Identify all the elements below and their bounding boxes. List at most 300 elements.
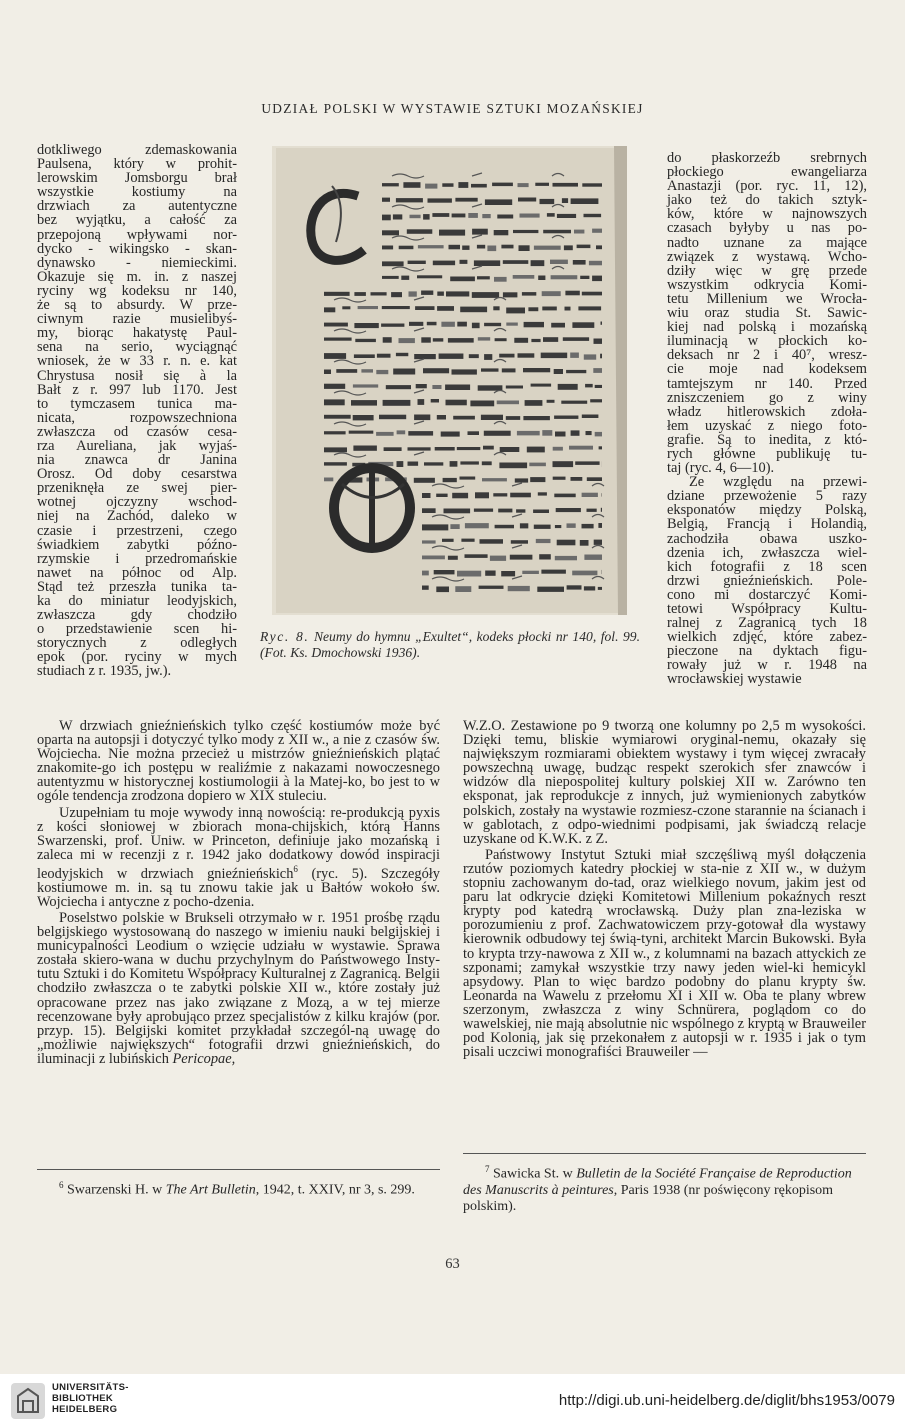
script-stroke [594, 339, 603, 344]
script-stroke [543, 230, 571, 234]
script-stroke [557, 540, 576, 546]
script-stroke [563, 337, 589, 341]
text-line: o przedstawienie scen hi- [37, 621, 237, 638]
script-stroke [483, 446, 494, 450]
script-stroke [600, 354, 602, 359]
script-stroke [427, 322, 437, 326]
text-line: storycznych z odległych [37, 635, 237, 652]
library-name-line3: HEIDELBERG [52, 1404, 118, 1415]
script-stroke [376, 432, 394, 436]
script-stroke [519, 245, 530, 251]
text-line: grafie. Są to inedita, z któ- [667, 431, 867, 448]
footnote-rule-right [463, 1153, 866, 1154]
right-bottom-column [463, 719, 866, 1059]
text-line: władz hitlerowskich zdoła- [667, 403, 867, 420]
script-stroke [534, 246, 561, 250]
script-stroke [452, 214, 466, 218]
script-stroke [448, 338, 474, 343]
script-stroke [584, 354, 596, 359]
script-stroke [551, 323, 565, 328]
script-stroke [530, 477, 545, 482]
script-stroke [540, 199, 555, 204]
script-stroke [506, 323, 518, 326]
script-stroke [572, 322, 594, 328]
script-stroke [503, 292, 518, 297]
text-line: czasie i przestrzeni, czego [37, 522, 237, 539]
script-stroke [481, 415, 503, 420]
script-stroke [422, 493, 431, 498]
script-stroke [415, 306, 434, 310]
script-stroke [414, 354, 436, 359]
script-stroke [533, 510, 549, 514]
script-stroke [433, 261, 455, 266]
script-stroke [487, 246, 496, 252]
script-stroke [407, 229, 433, 234]
script-stroke [450, 524, 459, 529]
script-stroke [354, 323, 378, 328]
library-name-line2: BIBLIOTHEK [52, 1393, 114, 1404]
script-stroke [547, 400, 555, 403]
script-stroke [422, 524, 448, 530]
script-stroke [436, 494, 447, 497]
script-stroke [324, 338, 352, 341]
script-stroke [422, 508, 436, 513]
script-stroke [555, 525, 561, 528]
script-stroke [513, 230, 538, 233]
text-line: wrocławskiej wystawie [667, 671, 802, 688]
text-line: wszystkie kostiumy na [37, 184, 237, 201]
script-stroke [455, 198, 477, 202]
text-line: tetowi Współpracy Kultu- [667, 601, 867, 617]
script-stroke [542, 291, 561, 296]
text-line: dynawsko - niemieckimi. [37, 254, 237, 271]
script-stroke [550, 260, 568, 264]
text-line: kiej nad polską i mozańską [667, 319, 867, 336]
script-stroke [529, 463, 546, 467]
script-stroke [482, 478, 507, 481]
script-stroke [443, 478, 457, 482]
script-stroke [376, 370, 388, 374]
text-line: ciwnym razie musielibyś- [37, 311, 237, 328]
library-name [52, 1382, 129, 1415]
paragraph-pyxis [37, 806, 440, 909]
script-stroke [502, 368, 516, 372]
script-stroke [516, 509, 525, 512]
script-stroke [561, 401, 587, 404]
text-line: Ze względu na przewi- [689, 474, 867, 491]
script-stroke [557, 214, 576, 218]
text-line: zachodziła obawa uszko- [667, 530, 867, 547]
script-stroke [383, 400, 411, 406]
script-stroke [424, 462, 443, 465]
paragraph-wzo: W.Z.O. Zestawione po 9 tworzą one kolumny po 2,5 m wysokości. Dzięki temu, bliskie wymiarowi oryginal-nemu, okazały się największym rozmiarami obiektem wystawy i tym więcej zwracały powszechną uwagę, budząc respekt szerokich sfer znawców i widzów dla niepospolitej kultury polskiej XII w. Zarówno ten eksponat, jak reprodukcje z innych, już wymienionych zabytków polskich, zostały na wystawie rozmiesz-czone starannie na ścianach i w gablotach, z odpo-wiednimi podpisami, jak świadczą relacje uzyskane od K.W.K. z Z. [463, 718, 866, 847]
script-stroke [460, 477, 476, 480]
script-stroke [572, 571, 597, 576]
script-stroke [478, 385, 503, 390]
script-stroke [397, 430, 406, 434]
text-line: zwłaszcza gdy chodziło [37, 607, 237, 624]
manuscript-figure [272, 146, 627, 615]
text-line: studiach z r. 1935, jw.). [37, 663, 172, 680]
script-stroke [570, 353, 579, 358]
text-line: ralnej z Zagranicą tych 18 [667, 615, 867, 632]
script-stroke [495, 525, 514, 529]
script-stroke [399, 338, 415, 343]
footnote-ref-6: 6 [293, 863, 298, 874]
script-stroke [354, 292, 366, 296]
text-line: ryciny wg kodeksu nr 140, [37, 282, 237, 299]
script-stroke [531, 260, 545, 266]
script-stroke [382, 306, 410, 309]
figure-caption [260, 629, 640, 661]
script-stroke [461, 539, 474, 542]
script-stroke [457, 322, 467, 327]
script-stroke [497, 401, 519, 405]
script-stroke [482, 461, 492, 465]
script-stroke [585, 384, 593, 388]
script-stroke [538, 276, 545, 281]
script-stroke [431, 399, 439, 403]
script-stroke [564, 245, 573, 250]
script-stroke [535, 183, 549, 186]
script-stroke [460, 307, 487, 313]
script-stroke [477, 245, 485, 249]
script-stroke [460, 260, 468, 264]
script-stroke [441, 432, 460, 437]
script-stroke [472, 292, 499, 298]
manuscript-image [272, 146, 627, 615]
script-stroke [531, 384, 552, 387]
script-stroke [416, 384, 427, 388]
text-line: Orosz. Od doby cesarstwa [37, 466, 237, 483]
paragraph-doors: W drzwiach gnieźnieńskich tylko część kostiumów może być oparta na autopsji i dotyczyć tylko mody z XII w., a nie z czasów św. Wojciecha. Nie można przecież u mistrzów gnieźnieńskich plątać znakomite-go ich postępu w realiźmie z nakazami nowoczesnego autentyzmu w historycznej kostiumologii à la Matej-ko, bo jest to w ogóle tendencja zrodzona dopiero w XIX stuleciu. [37, 718, 440, 805]
script-stroke [457, 571, 481, 577]
script-stroke [484, 354, 492, 360]
text-line: ków, które w najnowszych [667, 206, 867, 223]
script-stroke [553, 461, 574, 467]
footnote-6-text-b: , 1942, t. XXIV, nr 3, s. 299. [255, 1182, 415, 1198]
script-stroke [518, 198, 536, 202]
script-stroke [595, 432, 602, 437]
text-line: nawet na północ od Alp. [37, 564, 237, 581]
script-stroke [527, 447, 545, 453]
text-line: rych główne publikuję tu- [667, 445, 867, 462]
script-stroke [586, 431, 592, 435]
text-line: Bałt z r. 997 lub 1170. Jest [37, 381, 237, 398]
text-line: Anastazji (por. ryc. 11, 12), [667, 178, 867, 195]
script-stroke [541, 570, 566, 574]
text-line: nadto uznane za mające [667, 234, 867, 251]
script-stroke [437, 415, 446, 420]
text-line: cono mi dostarczyć Komi- [667, 586, 867, 603]
script-stroke [393, 214, 402, 219]
script-stroke [393, 369, 415, 375]
script-stroke [569, 446, 593, 450]
script-stroke [485, 571, 495, 576]
script-stroke [371, 292, 387, 295]
script-stroke [468, 213, 478, 218]
script-stroke [598, 523, 602, 528]
text-line: drzwi gnieźnieńskich. Pole- [667, 572, 867, 589]
script-stroke [336, 369, 357, 373]
text-line: nicata, rozpowszechniona [37, 409, 237, 426]
script-stroke [379, 415, 406, 420]
script-stroke [543, 337, 558, 342]
script-stroke [494, 230, 509, 235]
text-line: przeniknęła ze swej pier- [37, 480, 237, 497]
script-stroke [442, 539, 454, 542]
script-stroke [382, 215, 391, 221]
script-stroke [452, 493, 468, 499]
text-line: płockiego ewangeliarza [667, 164, 867, 181]
script-stroke [506, 386, 523, 389]
script-stroke [408, 447, 431, 450]
script-stroke [441, 322, 455, 327]
script-stroke [503, 260, 529, 264]
text-line: wielkich zdjęć, które zabez- [667, 629, 867, 646]
text-line: świadkiem zabytki późno- [37, 536, 237, 553]
text-line: dziły więc w grę przede [667, 262, 867, 279]
script-stroke [408, 431, 433, 436]
text-line: eksponatów między Polską, [667, 502, 867, 519]
script-stroke [582, 292, 602, 296]
script-stroke [542, 430, 552, 436]
university-library-logo-icon [10, 1382, 46, 1420]
script-stroke [433, 338, 444, 341]
script-stroke [422, 556, 445, 560]
script-stroke [484, 431, 511, 436]
script-stroke [414, 478, 435, 483]
script-stroke [324, 384, 345, 389]
script-stroke [555, 432, 566, 437]
footnote-7-italic: Bulletin de la Société Française de Reproduction des Manuscrits à peintures [463, 1166, 852, 1198]
script-stroke [439, 354, 464, 359]
script-stroke [444, 509, 471, 514]
script-stroke [382, 276, 399, 279]
text-line: przepojoną wpływami nor- [37, 226, 237, 243]
script-stroke [590, 399, 602, 402]
script-stroke [446, 400, 467, 406]
script-stroke [324, 478, 333, 482]
paragraph-brussels-italic: Pericopae, [172, 1050, 236, 1067]
script-stroke [391, 292, 402, 297]
script-stroke [520, 523, 528, 528]
script-stroke [324, 415, 351, 419]
text-line: wszystkim odkrycia Komi- [667, 276, 867, 293]
script-stroke [555, 556, 577, 560]
script-stroke [567, 585, 582, 589]
caption-label: Ryc. 8. [260, 629, 310, 644]
footnote-7 [463, 1161, 866, 1215]
script-stroke [353, 384, 378, 387]
script-stroke [580, 540, 589, 546]
script-stroke [480, 539, 504, 544]
text-line: jako też do takich sztyk- [667, 192, 867, 209]
script-stroke [553, 447, 563, 451]
script-stroke [396, 353, 408, 356]
script-stroke [382, 261, 404, 266]
script-stroke [453, 416, 475, 420]
text-line: my, biorąc hakatystę Paul- [37, 325, 237, 342]
script-stroke [575, 461, 599, 465]
script-stroke [382, 183, 399, 186]
script-stroke [442, 183, 453, 187]
script-stroke [571, 477, 583, 481]
script-stroke [435, 447, 455, 451]
script-stroke [493, 493, 507, 496]
script-stroke [518, 353, 535, 357]
script-stroke [450, 461, 458, 467]
script-stroke [490, 556, 506, 561]
script-stroke [401, 276, 409, 280]
text-line: łem uzyskać z niego foto- [667, 417, 867, 434]
script-stroke [384, 447, 402, 451]
script-stroke [458, 182, 468, 188]
text-line: dzenia ich, zwłaszcza wiel- [667, 544, 867, 561]
text-line: do płaskorzeźb srebrnych [667, 150, 867, 166]
script-stroke [582, 524, 594, 529]
script-stroke [520, 214, 540, 218]
paragraph-pyxis-text-b: (ryc. 5). Szczegóły kostiumowe m. in. są tu znowu takie jak u Bałtów wokoło św. Wojciecha i antyczne z pocho-dzenia. [37, 865, 440, 910]
footnote-6-number: 6 [59, 1180, 64, 1190]
right-top-column [667, 151, 867, 687]
script-stroke [499, 354, 514, 358]
script-stroke [595, 385, 602, 388]
script-stroke [522, 571, 539, 574]
script-stroke [445, 385, 470, 391]
script-stroke [382, 246, 393, 250]
script-stroke [479, 586, 504, 589]
script-stroke [592, 229, 602, 233]
script-stroke [577, 245, 591, 249]
script-stroke [497, 215, 513, 219]
script-stroke [462, 246, 469, 250]
left-bottom-column [37, 719, 440, 1066]
script-stroke [582, 183, 602, 186]
script-stroke [421, 337, 431, 342]
text-line: deksach nr 2 i 40⁷, wresz- [667, 347, 867, 364]
script-stroke [523, 416, 550, 420]
script-stroke [498, 509, 512, 513]
script-stroke [474, 260, 500, 266]
permalink-url[interactable]: http://digi.ub.uni-heidelberg.de/diglit/bhs1953/0079 [558, 1392, 895, 1409]
footnote-7-text-b: , Paris 1938 (nr poświęcony rękopisom polskim). [463, 1182, 834, 1214]
script-stroke [493, 306, 499, 310]
text-line: kich fotografii z 18 scen [667, 558, 867, 575]
footnote-7-text-a: Sawicka St. w [493, 1166, 577, 1182]
paragraph-brussels [37, 911, 440, 1066]
script-stroke [469, 354, 479, 358]
script-stroke [565, 307, 571, 311]
script-stroke [422, 586, 429, 590]
script-stroke [556, 508, 581, 512]
script-stroke [409, 322, 423, 326]
script-stroke [324, 462, 347, 465]
text-line: zwłaszcza od czasów cesa- [37, 423, 237, 440]
script-stroke [511, 540, 528, 544]
script-stroke [508, 586, 530, 591]
script-stroke [578, 306, 601, 310]
script-stroke [381, 324, 404, 327]
script-stroke [474, 509, 493, 512]
script-stroke [523, 368, 550, 372]
script-stroke [510, 555, 533, 560]
text-line: dziane przewożenie 5 razy [667, 488, 867, 505]
script-stroke [355, 339, 376, 342]
script-stroke [566, 370, 586, 373]
script-stroke [524, 322, 544, 327]
text-line: związek z wystawą. Wcho- [667, 248, 867, 265]
script-stroke [534, 525, 551, 529]
script-stroke [499, 463, 527, 469]
script-stroke [538, 492, 547, 495]
script-stroke [472, 229, 488, 235]
script-stroke [353, 446, 377, 451]
script-stroke [517, 431, 540, 436]
script-stroke [414, 415, 430, 421]
script-stroke [482, 214, 490, 218]
script-stroke [554, 494, 575, 498]
script-stroke [403, 182, 420, 188]
script-stroke [551, 275, 578, 279]
footnote-rule-left [37, 1169, 440, 1170]
text-line: epok (por. ryciny w mych [37, 649, 237, 666]
script-stroke [422, 540, 436, 543]
script-stroke [472, 323, 480, 329]
script-stroke [596, 245, 602, 249]
script-stroke [324, 292, 350, 296]
footer-bar [0, 1374, 905, 1427]
library-name-line1: UNIVERSITÄTS- [52, 1382, 129, 1393]
text-line: bez wyjątku, a całość za [37, 212, 237, 229]
script-stroke [582, 415, 599, 419]
script-stroke [423, 214, 430, 220]
script-stroke [513, 275, 535, 279]
script-stroke [432, 385, 441, 389]
text-line: tetu Millenium we Wrocła- [667, 290, 867, 307]
script-stroke [485, 199, 512, 205]
script-stroke [537, 587, 564, 592]
script-stroke [425, 184, 437, 189]
script-stroke [582, 493, 598, 497]
script-stroke [382, 230, 399, 235]
text-line: że są to absurdy. W prze- [37, 297, 237, 314]
script-stroke [432, 213, 449, 217]
script-stroke [470, 401, 494, 407]
text-line: rowały już w r. 1948 na [667, 657, 867, 674]
paragraph-brussels-text: Poselstwo polskie w Brukseli otrzymało w r. 1951 prośbę rządu belgijskiego wystosowaną do naszego w imieniu nauki belgijskiej i municypalności Leodium o wzięcie udziału w wystawie. Sprawa została skiero-wana w duchu przychylnym do Państwowego Insty-tutu Sztuki i do Komitetu Współpracy Kulturalnej z Zagranicą. Belgii chodziło zwłaszcza o te zabytki polskie XII w., które zostały już opracowane przez nas jako związane z Mozą, a w tej mierze recenzowane były aprobująco przez specjalistów z kilku krajów (por. przyp. 15). Belgijski komitet przykładał szczegól-ną uwagę do „możliwie największych“ fotografii drzwi gnieźnieńskich, do iluminacji z lubińskich [37, 910, 440, 1067]
script-stroke [399, 246, 414, 250]
script-stroke [601, 508, 602, 512]
script-stroke [587, 477, 602, 481]
script-stroke [446, 291, 469, 296]
paragraph-pyxis-text-a: Uzupełniam tu moje wywody inną nowością: re-produkcją pyxis z kości słoniowej w zbiorach mona-chijskich, którą Hanns Swarzenski, prof. Uniw. w Princeton, definiuje jako mozańską i zaleca mi w recenzji z r. 1942 jako dodatkowy dowód inspiracji leodyjskich w drzwiach gnieźnieńskich [37, 804, 440, 882]
script-stroke [465, 523, 489, 528]
text-line: wiu oraz studia St. Sawic- [667, 305, 867, 322]
script-stroke [515, 478, 528, 482]
script-stroke [396, 198, 423, 202]
script-stroke [599, 446, 602, 449]
script-stroke [528, 307, 538, 311]
script-stroke [423, 368, 449, 373]
text-line: dotkliwego zdemaskowania [37, 142, 237, 158]
script-stroke [525, 400, 543, 406]
script-stroke [409, 291, 417, 296]
script-stroke [377, 354, 391, 358]
text-line: sena na serio, wyciągnąć [37, 339, 237, 356]
script-stroke [468, 431, 480, 435]
script-stroke [547, 213, 555, 217]
